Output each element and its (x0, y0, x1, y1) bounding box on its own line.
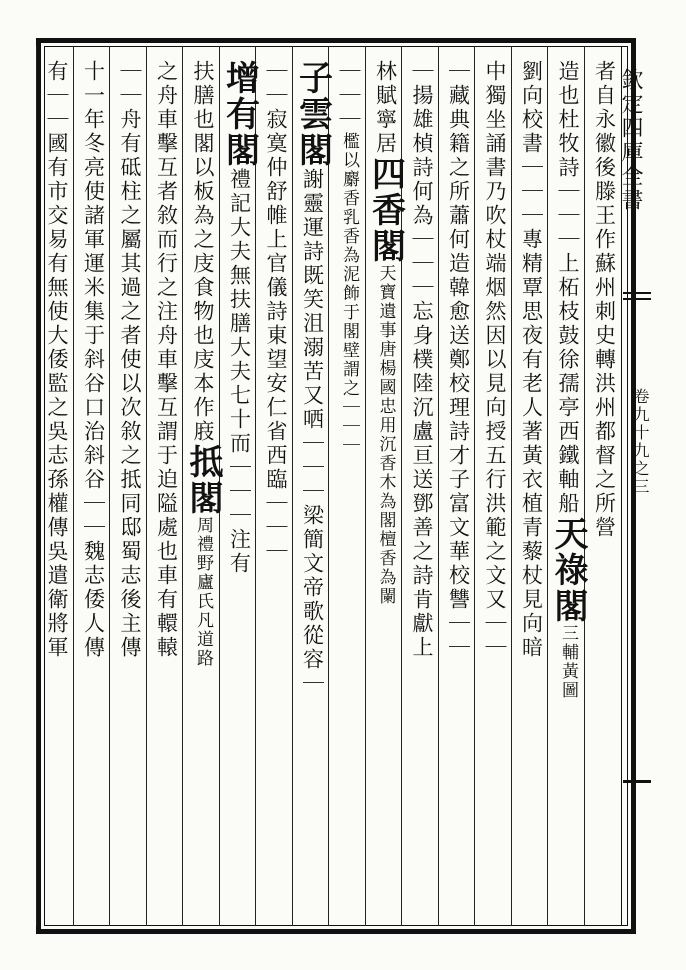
text-column (219, 60, 260, 920)
text-column (365, 60, 406, 920)
body-text: 之舟車擊互者敘而行之注舟車擊互謂于迫隘處也車有轘轅 (154, 60, 179, 660)
annotation-text: 三輔黃圖 (558, 624, 578, 700)
text-column (402, 60, 439, 920)
fish-tail-lower-mark (623, 780, 651, 783)
text-column (37, 60, 74, 920)
body-text: ｜揚雄楨詩何為｜｜｜忘身樸陸沉盧亘送鄧善之詩肯獻上 (410, 60, 434, 660)
body-text: 扶膳也閣以板為之庋食物也庋本作庪 (191, 60, 215, 444)
text-column (256, 60, 293, 920)
body-text: 林賦寧居 (373, 60, 398, 156)
text-column (147, 60, 184, 920)
body-text: ｜｜寂寞仲舒帷上官儀詩東望安仁省西臨｜｜｜ (264, 60, 288, 564)
text-column (110, 60, 147, 920)
entry-heading: 天祿閣 (548, 516, 588, 624)
text-column (329, 60, 366, 920)
body-text: 禮記大夫無扶膳大夫七十而｜｜｜注有 (227, 168, 252, 576)
text-column (439, 60, 476, 920)
fish-tail-mark (623, 292, 651, 300)
annotation-text: 天寶遺事唐楊國忠用沉香木為閣檀香為闌 (375, 264, 396, 606)
text-column (548, 60, 588, 920)
volume-label: 卷九十九之三 (631, 388, 650, 496)
text-column (74, 60, 111, 920)
body-text: 劉向校書｜｜｜專精覃思夜有老人著黃衣植青藜杖見向暗 (519, 60, 544, 660)
text-column (585, 60, 622, 920)
entry-heading: 子雲閣 (292, 60, 333, 168)
body-text: 有｜｜國有市交易有無使大倭監之吳志孫權傳吳遣衛將軍 (45, 60, 69, 660)
body-text: 造也杜牧詩｜｜｜上柘枝鼓徐孺亭西鐵軸船 (556, 60, 580, 516)
body-text: 中獨坐誦書乃吹杖端烟然因以見向授五行洪範之文又｜｜ (483, 60, 507, 660)
annotation-text: 周禮野廬氏凡道路 (193, 516, 213, 668)
text-column (512, 60, 549, 920)
text-column (475, 60, 512, 920)
body-text: ｜｜｜ (337, 60, 361, 132)
text-column (183, 60, 223, 920)
body-text: ｜｜舟有砥柱之屬其過之者使以次敘之抵同邸蜀志後主傳 (118, 60, 142, 660)
body-text: ｜藏典籍之所蕭何造韓愈送鄭校理詩才子富文華校讐｜｜ (446, 60, 471, 660)
text-column (292, 60, 333, 920)
entry-heading: 增有閣 (219, 60, 260, 168)
annotation-text: 檻以麝香乳香為泥飾于閣壁謂之｜｜｜ (339, 132, 359, 455)
entry-heading: 四香閣 (365, 156, 406, 264)
body-text: 十一年冬亮使諸軍運米集于斜谷口治斜谷｜｜魏志倭人傳 (81, 60, 106, 660)
book-title: 欽定四庫全書 (618, 68, 643, 212)
body-text: 者自永徽後滕王作蘇州刺史轉洪州都督之所營 (592, 60, 617, 540)
body-text: 謝靈運詩既笑沮溺苦又哂｜｜｜梁簡文帝歌從容｜ (300, 168, 325, 696)
entry-heading: 抵閣 (183, 444, 223, 516)
